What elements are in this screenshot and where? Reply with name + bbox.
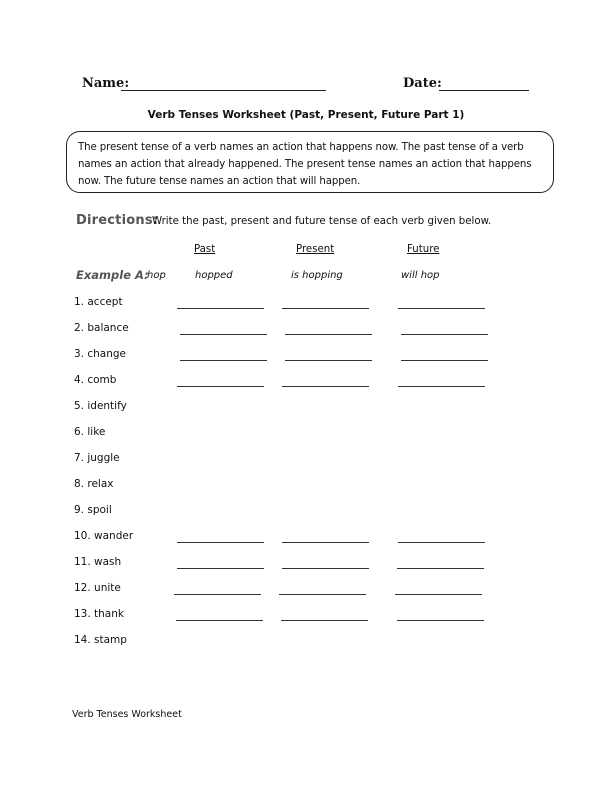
answer-blank-present[interactable]: [281, 620, 368, 621]
list-item: 2. balance: [74, 322, 129, 334]
answer-blank-present[interactable]: [282, 568, 369, 569]
directions-text: Write the past, present and future tense of each verb given below.: [152, 216, 492, 227]
answer-blank-present[interactable]: [285, 334, 372, 335]
list-item: 10. wander: [74, 530, 134, 542]
footer-text: Verb Tenses Worksheet: [72, 709, 182, 720]
answer-blank-past[interactable]: [174, 594, 261, 595]
name-field[interactable]: [121, 90, 326, 91]
list-item: 6. like: [74, 426, 106, 438]
answer-blank-present[interactable]: [282, 308, 369, 309]
definition-text: The present tense of a verb names an action that happens now. The past tense of a verb names an action that already happened. The present tense names an action that happens now. The future tense names an action that will happen.: [78, 142, 532, 187]
answer-blank-future[interactable]: [397, 568, 484, 569]
list-item: 14. stamp: [74, 634, 127, 646]
answer-blank-future[interactable]: [398, 308, 485, 309]
list-item: 5. identify: [74, 400, 127, 412]
answer-blank-future[interactable]: [398, 386, 485, 387]
answer-blank-past[interactable]: [180, 360, 267, 361]
list-item: 11. wash: [74, 556, 122, 568]
answer-blank-future[interactable]: [401, 334, 488, 335]
list-item: 4. comb: [74, 374, 117, 386]
answer-blank-past[interactable]: [176, 620, 263, 621]
answer-blank-past[interactable]: [177, 386, 264, 387]
definition-box: [66, 131, 554, 193]
answer-blank-future[interactable]: [397, 620, 484, 621]
list-item: 7. juggle: [74, 452, 120, 464]
list-item: 13. thank: [74, 608, 124, 620]
example-verb: hop: [147, 270, 166, 281]
answer-blank-future[interactable]: [398, 542, 485, 543]
name-label: Name:: [82, 76, 130, 91]
date-field[interactable]: [439, 90, 529, 91]
answer-blank-past[interactable]: [180, 334, 267, 335]
list-item: 1. accept: [74, 296, 123, 308]
answer-blank-past[interactable]: [177, 542, 264, 543]
answer-blank-present[interactable]: [282, 542, 369, 543]
example-future: will hop: [401, 270, 440, 281]
date-label: Date:: [403, 76, 442, 91]
example-past: hopped: [195, 270, 233, 281]
column-header-present: Present: [296, 244, 335, 255]
list-item: 12. unite: [74, 582, 121, 594]
example-label: Example A:: [76, 268, 149, 282]
example-present: is hopping: [291, 270, 343, 281]
answer-blank-future[interactable]: [395, 594, 482, 595]
directions-title: Directions:: [76, 213, 159, 228]
answer-blank-present[interactable]: [285, 360, 372, 361]
answer-blank-future[interactable]: [401, 360, 488, 361]
column-header-future: Future: [407, 244, 440, 255]
answer-blank-present[interactable]: [279, 594, 366, 595]
list-item: 8. relax: [74, 478, 114, 490]
answer-blank-past[interactable]: [177, 568, 264, 569]
answer-blank-past[interactable]: [177, 308, 264, 309]
column-header-past: Past: [194, 244, 216, 255]
list-item: 3. change: [74, 348, 126, 360]
answer-blank-present[interactable]: [282, 386, 369, 387]
worksheet-title: Verb Tenses Worksheet (Past, Present, Future Part 1): [147, 109, 465, 121]
list-item: 9. spoil: [74, 504, 112, 516]
